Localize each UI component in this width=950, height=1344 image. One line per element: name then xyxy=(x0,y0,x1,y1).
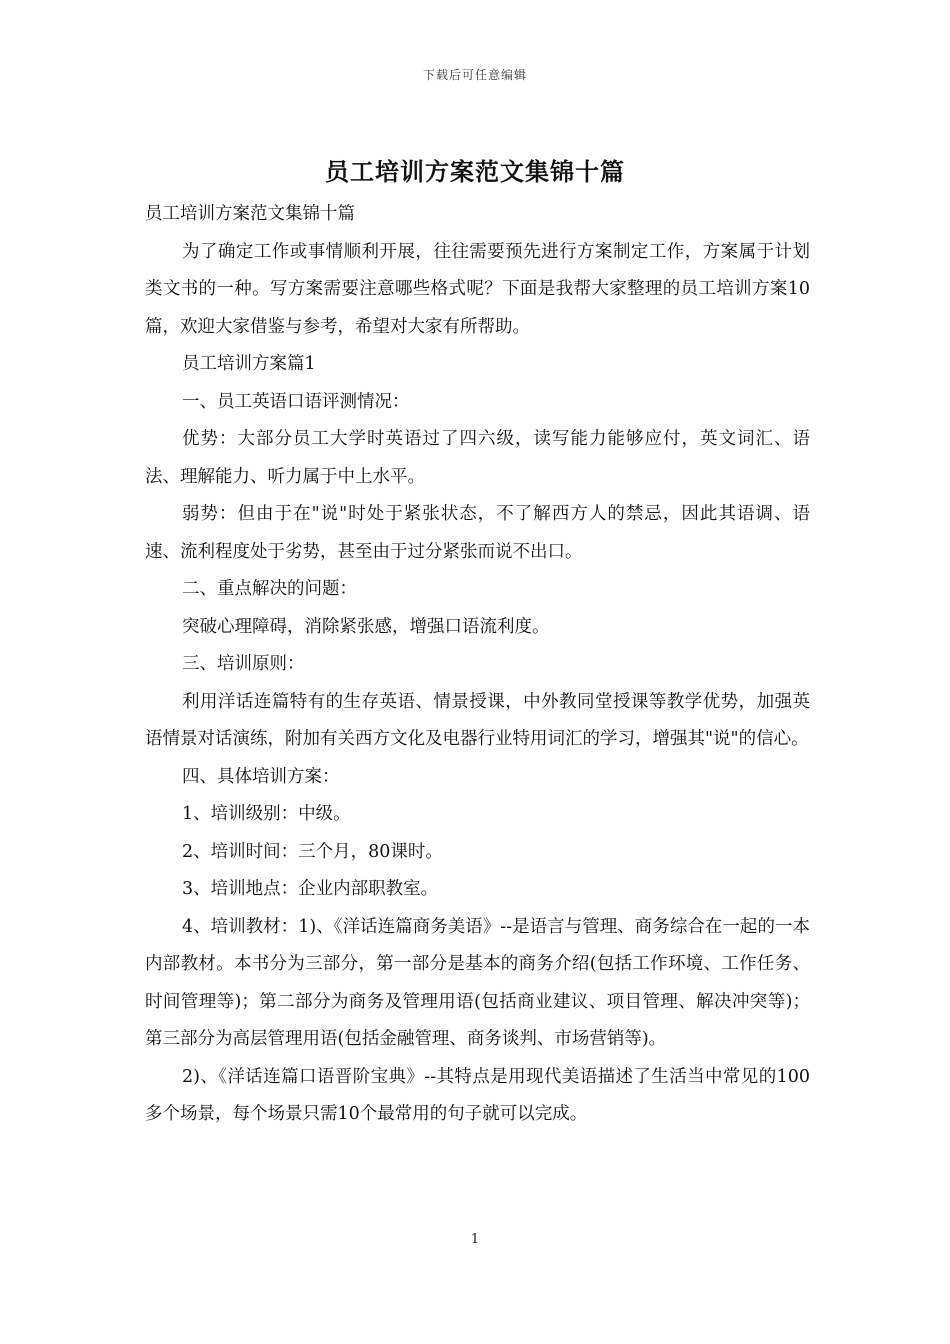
paragraph: 3、培训地点：企业内部职教室。 xyxy=(182,879,439,899)
paragraph: 优势：大部分员工大学时英语过了四六级，读写能力能够应付，英文词汇、语法、理解能力、听力属于中上水平。 xyxy=(145,429,810,487)
document-body xyxy=(145,196,810,1134)
paragraph: 一、员工英语口语评测情况： xyxy=(182,391,410,412)
paragraph: 2、培训时间：三个月，80课时。 xyxy=(182,841,443,862)
paragraph: 二、重点解决的问题： xyxy=(182,579,357,599)
paragraph: 利用洋话连篇特有的生存英语、情景授课，中外教同堂授课等教学优势，加强英语情景对话演练，附加有关西方文化及电器行业特用词汇的学习，增强其"说"的信心。 xyxy=(145,691,810,749)
paragraph: 1、培训级别：中级。 xyxy=(182,804,351,824)
paragraph: 员工培训方案篇1 xyxy=(182,354,316,374)
paragraph: 弱势：但由于在"说"时处于紧张状态，不了解西方人的禁忌，因此其语调、语速、流利程度处于劣势，甚至由于过分紧张而说不出口。 xyxy=(145,504,810,562)
header-note: 下载后可任意编辑 xyxy=(422,68,527,82)
paragraph: 2)、《洋话连篇口语晋阶宝典》--其特点是用现代美语描述了生活当中常见的100多个场景，每个场景只需10个最常用的句子就可以完成。 xyxy=(145,1066,810,1124)
paragraph: 为了确定工作或事情顺利开展，往往需要预先进行方案制定工作，方案属于计划类文书的一种。写方案需要注意哪些格式呢？下面是我帮大家整理的员工培训方案10篇，欢迎大家借鉴与参考，希望对大家有所帮助。 xyxy=(145,241,810,337)
paragraph: 员工培训方案范文集锦十篇 xyxy=(145,204,355,224)
paragraph: 三、培训原则： xyxy=(182,654,305,674)
paragraph: 4、培训教材：1)、《洋话连篇商务美语》--是语言与管理、商务综合在一起的一本内部教材。本书分为三部分，第一部分是基本的商务介绍(包括工作环境、工作任务、时间管理等)；第二部分为商务及管理用语(包括商业建议、项目管理、解决冲突等)；第三部分为高层管理用语(包括金融管理、商务谈判、市场营销等)。 xyxy=(145,916,810,1049)
paragraph: 四、具体培训方案： xyxy=(182,766,340,787)
paragraph: 突破心理障碍，消除紧张感，增强口语流利度。 xyxy=(182,616,550,637)
document-title: 员工培训方案范文集锦十篇 xyxy=(325,157,625,186)
page-number: 1 xyxy=(470,1232,480,1247)
